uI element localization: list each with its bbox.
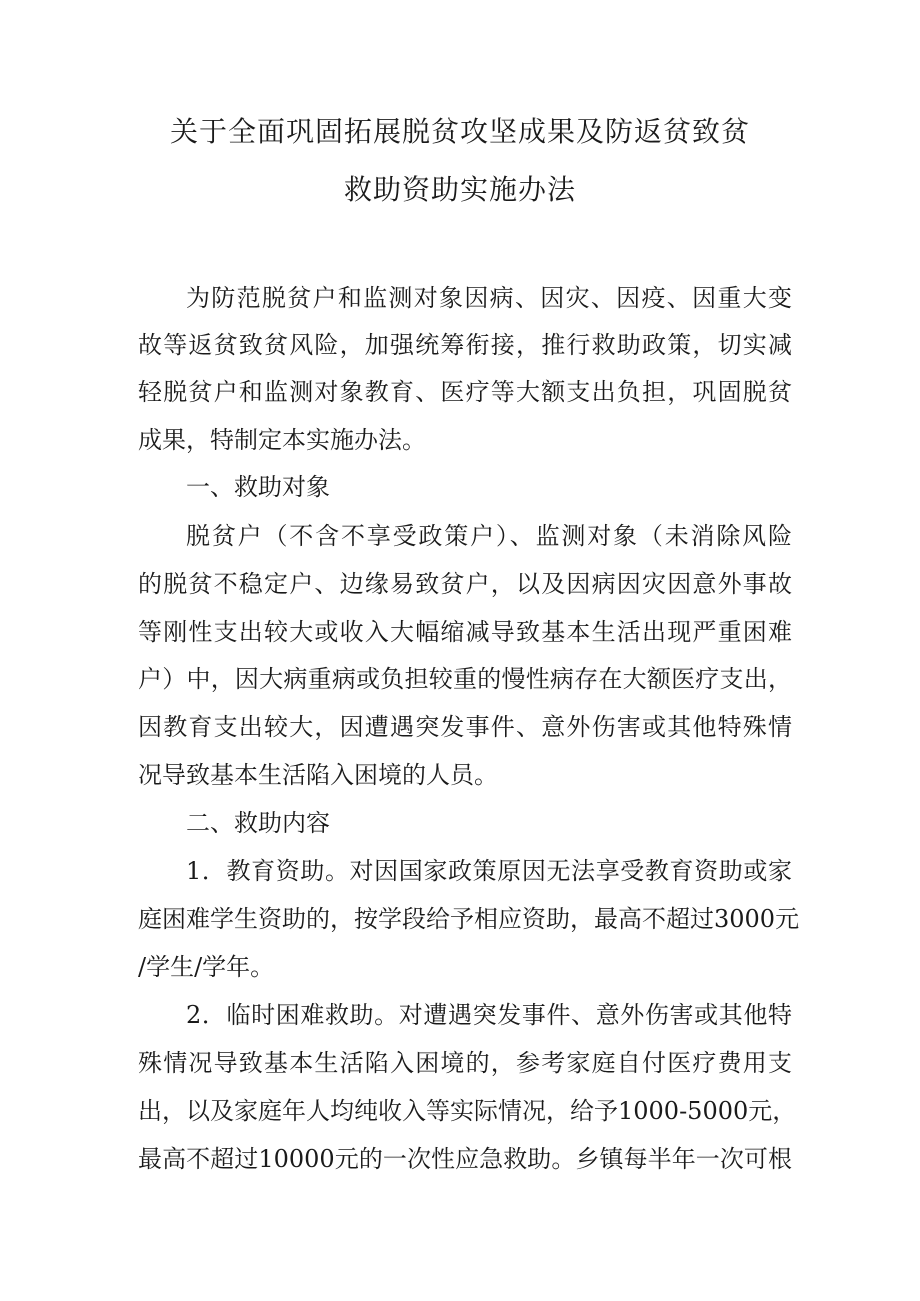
paragraph-line: 等刚性支出较大或收入大幅缩减导致基本生活出现严重困难 [138,618,792,646]
paragraph-line: 故等返贫致贫风险，加强统筹衔接，推行救助政策，切实减 [138,331,792,359]
paragraph-line: 因教育支出较大，因遭遇突发事件、意外伤害或其他特殊情 [138,713,792,741]
paragraph-line: 庭困难学生资助的，按学段给予相应资助，最高不超过3000元 [138,905,800,933]
paragraph-line: 的脱贫不稳定户、边缘易致贫户，以及因病因灾因意外事故 [138,570,792,598]
document-title-line-2: 救助资助实施办法 [343,173,576,206]
paragraph-line: /学生/学年。 [138,953,275,981]
paragraph-line: 殊情况导致基本生活陷入困境的，参考家庭自付医疗费用支 [138,1049,792,1077]
paragraph-line: 户）中，因大病重病或负担较重的慢性病存在大额医疗支出， [138,665,792,693]
paragraph-line: 最高不超过10000元的一次性应急救助。乡镇每半年一次可根 [138,1145,792,1173]
paragraph-line: 1．教育资助。对因国家政策原因无法享受教育资助或家 [186,857,792,885]
section-heading: 二、救助内容 [186,809,330,837]
document-title-line-1: 关于全面巩固拓展脱贫攻坚成果及防返贫致贫 [169,115,750,148]
paragraph-line: 2．临时困难救助。对遭遇突发事件、意外伤害或其他特 [186,1001,792,1029]
paragraph-line: 轻脱贫户和监测对象教育、医疗等大额支出负担，巩固脱贫 [138,378,792,406]
section-heading: 一、救助对象 [186,473,330,501]
paragraph-line: 成果，特制定本实施办法。 [138,426,426,454]
paragraph-line: 况导致基本生活陷入困境的人员。 [138,761,498,789]
paragraph-line: 出，以及家庭年人均纯收入等实际情况，给予1000-5000元， [138,1097,797,1125]
paragraph-line: 脱贫户（不含不享受政策户）、监测对象（未消除风险 [186,522,792,550]
paragraph-line: 为防范脱贫户和监测对象因病、因灾、因疫、因重大变 [186,284,792,312]
